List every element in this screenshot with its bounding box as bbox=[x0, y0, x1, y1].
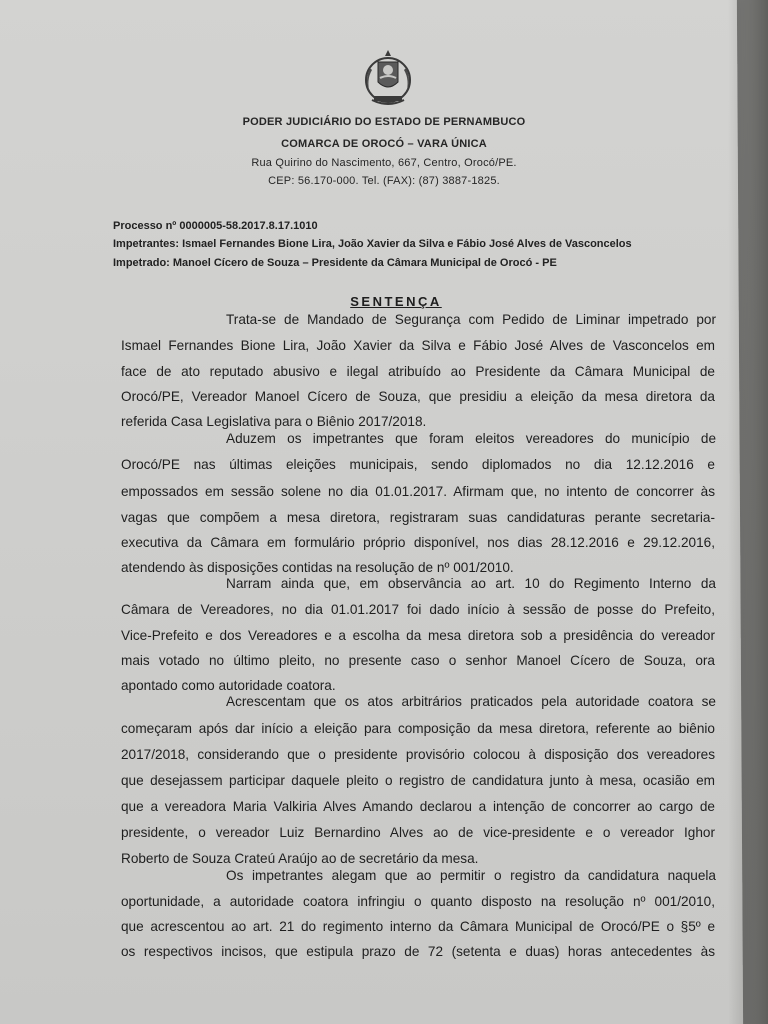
body-line: Narram ainda que, em observância ao art. 10 do Regimento Interno da bbox=[226, 576, 716, 591]
body-line: face de ato reputado abusivo e ilegal atribuído ao Presidente da Câmara Municipal de bbox=[121, 364, 715, 379]
body-line: que acrescentou ao art. 21 do regimento interno da Câmara Municipal de Orocó/PE o §5º e bbox=[121, 919, 715, 934]
body-line: empossados em sessão solene no dia 01.01.2017. Afirmam que, no intento de concorrer às bbox=[121, 484, 715, 499]
case-respondent: Impetrado: Manoel Cícero de Souza – Presidente da Câmara Municipal de Orocó - PE bbox=[113, 257, 557, 269]
coat-of-arms-icon bbox=[360, 48, 416, 108]
body-line: começaram após dar início a eleição para composição da mesa diretora, referente ao biênio bbox=[121, 721, 715, 736]
body-line: Roberto de Souza Crateú Araújo ao de secretário da mesa. bbox=[121, 851, 479, 866]
header-comarca: COMARCA DE OROCÓ – VARA ÚNICA bbox=[281, 138, 487, 150]
body-line: Trata-se de Mandado de Segurança com Pedido de Liminar impetrado por bbox=[226, 312, 716, 327]
body-line: os respectivos incisos, que estipula prazo de 72 (setenta e duas) horas antecedentes às bbox=[121, 944, 715, 959]
body-line: Os impetrantes alegam que ao permitir o registro da candidatura naquela bbox=[226, 868, 716, 883]
case-number: Processo nº 0000005-58.2017.8.17.1010 bbox=[113, 220, 318, 232]
body-line: executiva da Câmara em formulário próprio disponível, nos dias 28.12.2016 e 29.12.2016, bbox=[121, 535, 715, 550]
body-line: oportunidade, a autoridade coatora infringiu o quanto disposto na resolução nº 001/2010, bbox=[121, 894, 715, 909]
body-line: que desejassem participar daquele pleito o registro de candidatura junto à mesa, ocasião em bbox=[121, 773, 715, 788]
body-line: 2017/2018, considerando que o presidente provisório colocou à disposição dos vereadores bbox=[121, 747, 715, 762]
body-line: referida Casa Legislativa para o Biênio 2017/2018. bbox=[121, 414, 427, 429]
body-line: Orocó/PE, Vereador Manoel Cícero de Souza, que presidiu a eleição da mesa diretora da bbox=[121, 389, 715, 404]
body-line: Ismael Fernandes Bione Lira, João Xavier da Silva e Fábio José Alves de Vasconcelos em bbox=[121, 338, 715, 353]
header-court-name: PODER JUDICIÁRIO DO ESTADO DE PERNAMBUCO bbox=[242, 116, 526, 128]
body-line: mais votado no último pleito, no presente caso o senhor Manoel Cícero de Souza, ora bbox=[121, 653, 715, 668]
case-petitioners: Impetrantes: Ismael Fernandes Bione Lira, João Xavier da Silva e Fábio José Alves de Vasconcelos bbox=[113, 238, 632, 250]
body-line: Acrescentam que os atos arbitrários praticados pela autoridade coatora se bbox=[226, 694, 716, 709]
body-line: vagas que compõem a mesa diretora, registraram suas candidaturas perante secretaria- bbox=[121, 510, 715, 525]
body-line: apontado como autoridade coatora. bbox=[121, 678, 336, 693]
body-line: Orocó/PE nas últimas eleições municipais, sendo diplomados no dia 12.12.2016 e bbox=[121, 457, 715, 472]
body-line: Vice-Prefeito e dos Vereadores e a escolha da mesa diretora sob a presidência do vereador bbox=[121, 628, 715, 643]
header-contact: CEP: 56.170-000. Tel. (FAX): (87) 3887-1825. bbox=[268, 175, 500, 187]
body-line: que a vereadora Maria Valkiria Alves Amando declarou a intenção de concorrer ao cargo de bbox=[121, 799, 715, 814]
body-line: atendendo às disposições contidas na resolução de nº 001/2010. bbox=[121, 560, 514, 575]
body-line: Aduzem os impetrantes que foram eleitos vereadores do município de bbox=[226, 431, 716, 446]
body-line: presidente, o vereador Luiz Bernardino Alves ao de vice-presidente e o vereador Ighor bbox=[121, 825, 715, 840]
header-address: Rua Quirino do Nascimento, 667, Centro, Orocó/PE. bbox=[251, 157, 517, 169]
document-title: SENTENÇA bbox=[350, 294, 442, 309]
body-line: Câmara de Vereadores, no dia 01.01.2017 foi dado início à sessão de posse do Prefeito, bbox=[121, 602, 715, 617]
